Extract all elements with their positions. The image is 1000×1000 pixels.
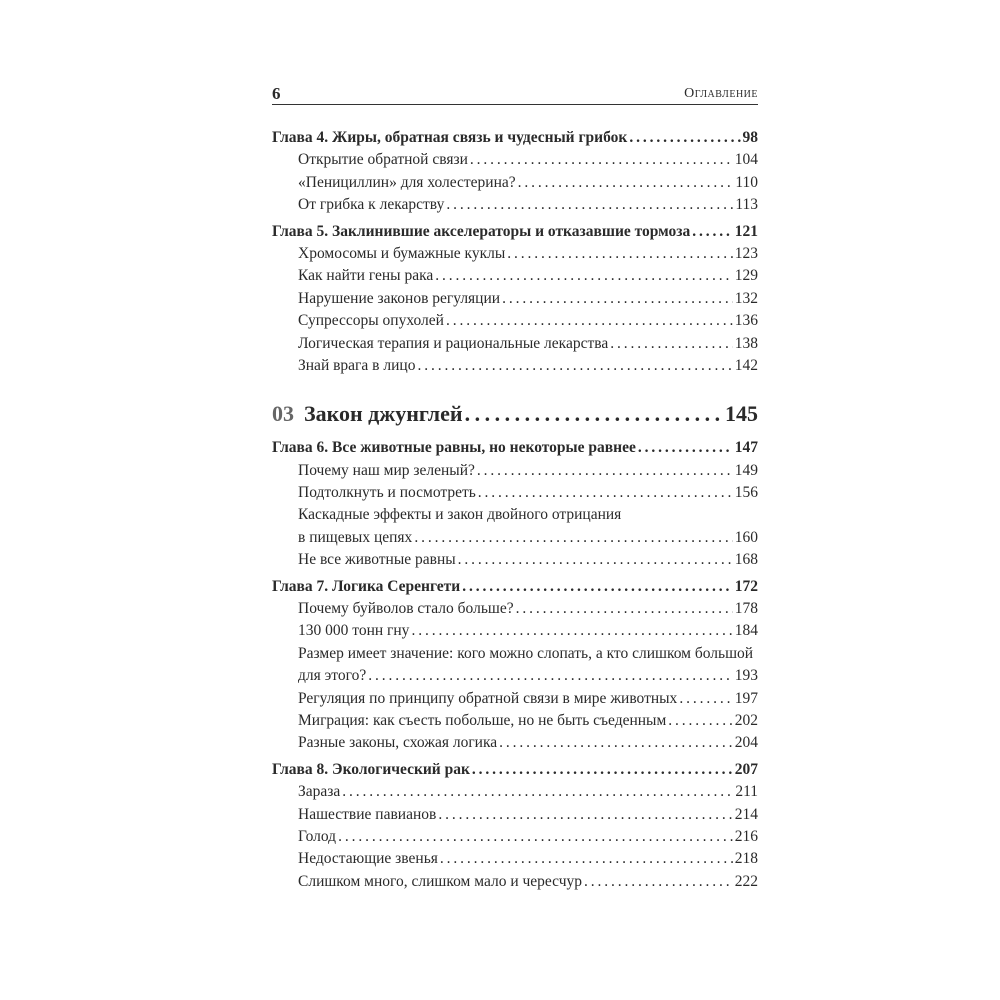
toc-entry-title: Миграция: как съесть побольше, но не быть съеденным [298, 711, 667, 729]
toc-entry-title: Глава 4. Жиры, обратная связь и чудесный грибок [272, 129, 628, 146]
dot-leader [502, 290, 733, 308]
dot-leader [507, 245, 732, 263]
toc-entry-title: Слишком много, слишком мало и чересчур [298, 872, 583, 890]
toc-entry-title: Знай врага в лицо [298, 356, 416, 374]
toc-sub-entry[interactable] [272, 783, 758, 805]
toc-sub-entry[interactable] [272, 335, 758, 357]
toc-page-number: 204 [734, 734, 758, 752]
toc-page-number: 145 [725, 401, 758, 427]
toc-chapter-entry[interactable] [272, 129, 758, 151]
toc-page-number: 207 [734, 760, 758, 778]
toc-entry-title: 130 000 тонн гну [298, 622, 410, 640]
toc-entry-title: Почему наш мир зеленый? [298, 461, 475, 479]
toc-sub-entry[interactable] [272, 600, 758, 622]
toc-page-number: 178 [734, 600, 758, 618]
toc-entry-title: Логическая терапия и рациональные лекарства [298, 334, 609, 352]
dot-leader [342, 783, 733, 801]
toc-page-number: 211 [735, 783, 758, 801]
dot-leader [518, 174, 734, 192]
toc-entry-title: Глава 6. Все животные равны, но некоторые равнее [272, 439, 636, 457]
toc-entry-title: Как найти гены рака [298, 267, 434, 285]
toc-entry-title: Разные законы, схожая логика [298, 734, 498, 752]
toc-sub-entry[interactable] [272, 245, 758, 267]
toc-sub-entry[interactable] [272, 312, 758, 334]
toc-page-number: 147 [734, 439, 758, 457]
dot-leader [477, 462, 733, 480]
toc-entry-title: Глава 8. Экологический рак [272, 760, 470, 778]
dot-leader [414, 529, 732, 547]
toc-entry-title: для этого? [298, 667, 367, 685]
toc-entry-title: Закон джунглей [304, 401, 463, 427]
toc-entry-title: Хромосомы и бумажные куклы [298, 244, 506, 262]
dot-leader [610, 335, 733, 353]
toc-page-number: 168 [734, 551, 758, 569]
toc-entry-title: Супрессоры опухолей [298, 312, 444, 330]
toc-page-number: 184 [734, 622, 758, 640]
toc-page-number: 197 [734, 689, 758, 707]
dot-leader [440, 850, 733, 868]
page-number: 6 [272, 84, 281, 103]
toc-page-number: 214 [734, 805, 758, 823]
toc-page-number: 202 [734, 711, 758, 729]
toc-part-entry[interactable] [272, 401, 758, 431]
toc-page-number: 156 [734, 484, 758, 502]
dot-leader [638, 439, 733, 457]
toc-page-number: 160 [734, 528, 758, 546]
toc-chapter-entry[interactable] [272, 439, 758, 461]
toc-page-number: 123 [734, 244, 758, 262]
dot-leader [446, 196, 733, 214]
toc-entry-title: Подтолкнуть и посмотреть [298, 484, 476, 502]
toc-page-number: 104 [734, 151, 758, 169]
dot-leader [368, 667, 733, 685]
toc-sub-entry[interactable] [272, 357, 758, 379]
toc-sub-entry[interactable] [272, 151, 758, 173]
toc-sub-entry[interactable] [272, 290, 758, 312]
toc-entry-title-line: Размер имеет значение: кого можно слопать, а кто слишком большой [298, 644, 754, 662]
toc-sub-entry[interactable] [272, 462, 758, 484]
toc-entry-title: Голод [298, 827, 337, 845]
toc-sub-entry[interactable] [272, 712, 758, 734]
toc-sub-entry[interactable] [272, 622, 758, 644]
dot-leader [668, 712, 732, 730]
toc-sub-entry[interactable] [272, 196, 758, 218]
toc-entry-title: От грибка к лекарству [298, 196, 445, 214]
dot-leader [411, 622, 732, 640]
dot-leader [435, 267, 732, 285]
toc-page-number: 142 [734, 356, 758, 374]
toc-sub-entry[interactable] [272, 484, 758, 506]
dot-leader [417, 357, 732, 375]
toc-page-number: 132 [734, 289, 758, 307]
toc-chapter-entry[interactable] [272, 578, 758, 600]
toc-sub-entry[interactable] [272, 267, 758, 289]
toc-entry-title: Недостающие звенья [298, 850, 438, 868]
toc-entry-title: Нашествие павианов [298, 805, 437, 823]
toc-chapter-entry[interactable] [272, 223, 758, 245]
toc-entry-title: «Пенициллин» для холестерина? [298, 173, 516, 191]
dot-leader [338, 828, 733, 846]
toc-page-number: 216 [734, 827, 758, 845]
toc-entry-title: Зараза [298, 783, 341, 801]
toc-page-number: 110 [735, 173, 758, 191]
dot-leader [478, 484, 733, 502]
page-header [272, 84, 758, 105]
toc-entry-title: Почему буйволов стало больше? [298, 600, 514, 618]
toc-page-number: 136 [734, 312, 758, 330]
toc-entry-title: Не все животные равны [298, 551, 456, 569]
toc-entry-title: Регуляция по принципу обратной связи в мире животных [298, 689, 678, 707]
toc-entry-title: Нарушение законов регуляции [298, 289, 501, 307]
dot-leader [438, 806, 732, 824]
toc-entry-title-line: Каскадные эффекты и закон двойного отрицания [298, 506, 622, 524]
dot-leader [629, 129, 740, 147]
toc-chapter-entry[interactable] [272, 761, 758, 783]
dot-leader [679, 690, 732, 708]
dot-leader [472, 761, 733, 779]
toc-sub-entry[interactable] [272, 174, 758, 196]
toc-page-number: 121 [734, 222, 758, 240]
toc-entry-title: в пищевых цепях [298, 528, 413, 546]
table-of-contents [272, 129, 758, 895]
toc-entry-title: Открытие обратной связи [298, 151, 468, 169]
dot-leader [446, 312, 733, 330]
dot-leader [499, 734, 733, 752]
toc-entry-title: Глава 7. Логика Серенгети [272, 577, 461, 595]
toc-sub-entry[interactable] [272, 551, 758, 573]
dot-leader [692, 223, 732, 241]
dot-leader [516, 600, 733, 618]
dot-leader [470, 151, 733, 169]
running-title: Оглавление [684, 86, 758, 101]
toc-page-number: 222 [734, 872, 758, 890]
toc-sub-entry[interactable] [272, 734, 758, 756]
toc-sub-entry[interactable] [272, 667, 758, 689]
toc-page-number: 129 [734, 267, 758, 285]
toc-page-number: 138 [734, 334, 758, 352]
toc-page-number: 172 [734, 577, 758, 595]
toc-sub-entry[interactable] [272, 873, 758, 895]
toc-page-number: 113 [735, 196, 758, 214]
toc-page-number: 149 [734, 461, 758, 479]
toc-page-number: 218 [734, 850, 758, 868]
toc-entry-title: Глава 5. Заклинившие акселераторы и отказавшие тормоза [272, 222, 691, 240]
toc-page-number: 98 [742, 129, 758, 146]
toc-sub-entry[interactable] [272, 529, 758, 551]
dot-leader [584, 873, 733, 891]
toc-sub-entry[interactable] [272, 850, 758, 872]
dot-leader [458, 551, 733, 569]
toc-sub-entry[interactable] [272, 806, 758, 828]
toc-sub-entry[interactable] [272, 690, 758, 712]
dot-leader [465, 401, 723, 427]
part-number: 03 [272, 401, 294, 427]
toc-sub-entry[interactable] [272, 828, 758, 850]
dot-leader [462, 578, 733, 596]
toc-page-number: 193 [734, 667, 758, 685]
